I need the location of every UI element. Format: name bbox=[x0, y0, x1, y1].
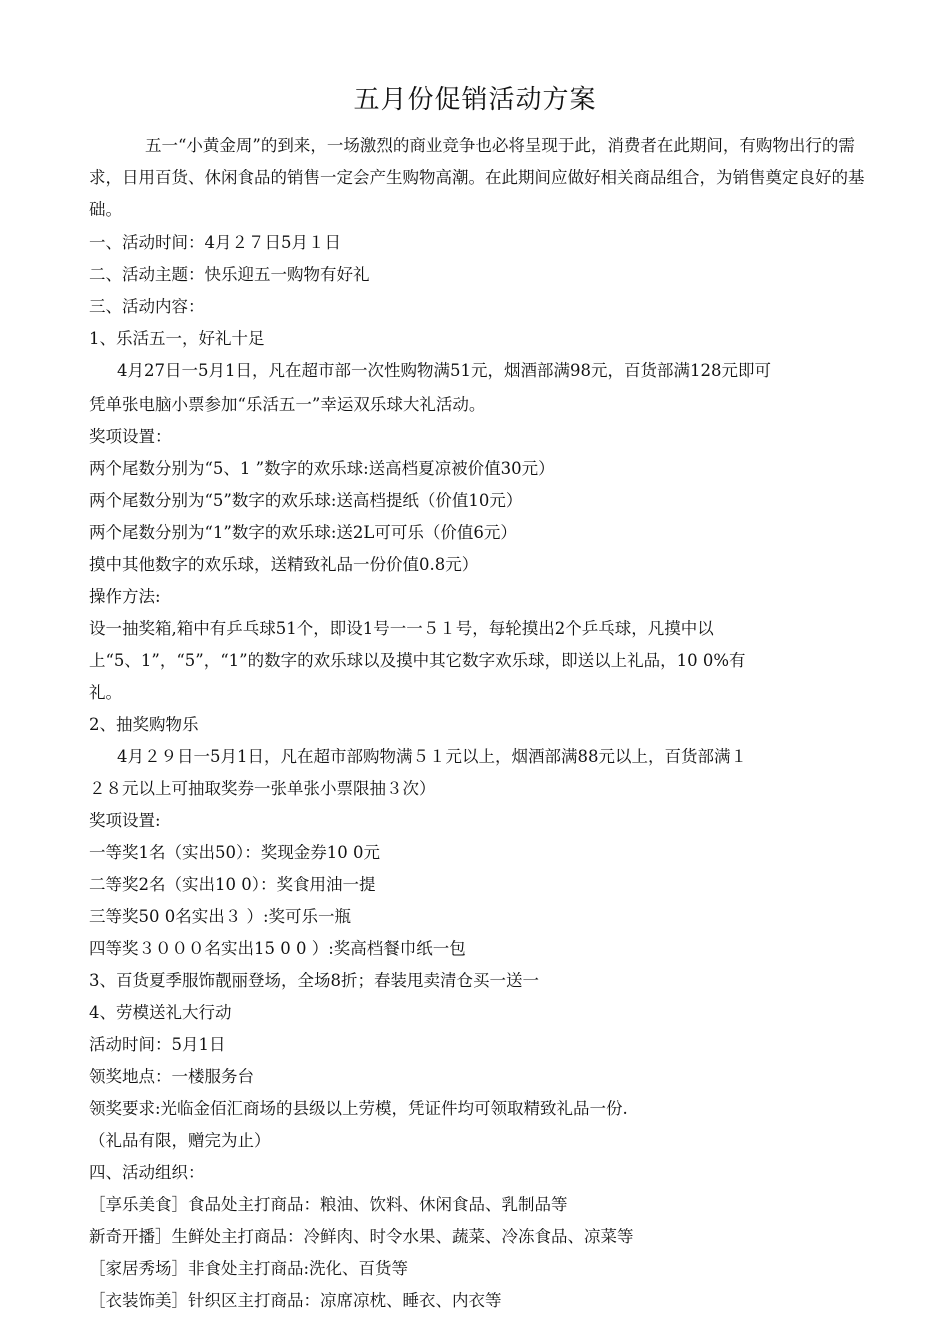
prize-line-2: 两个尾数分别为“5”数字的欢乐球:送高档提纸（价值10元） bbox=[89, 491, 523, 510]
activity-time: 一、活动时间：4月２７日5月１日 bbox=[89, 233, 341, 252]
prize-line-4: 摸中其他数字的欢乐球，送精致礼品一份价值0.8元） bbox=[89, 555, 479, 574]
intro-paragraph: 五一“小黄金周”的到来，一场激烈的商业竞争也必将呈现于此，消费者在此期间，有购物出行的需求，日用百货、休闲食品的销售一定会产生购物高潮。在此期间应做好相关商品组合，为销售奠定良好的基础。 bbox=[89, 136, 865, 219]
section-3-heading: 3、百货夏季服饰靓丽登场，全场8折；春装甩卖清仓买一送一 bbox=[89, 971, 539, 990]
first-prize: 一等奖1名（实出50）：奖现金券10 0元 bbox=[89, 843, 380, 862]
prize-line-3: 两个尾数分别为“1”数字的欢乐球:送2L可可乐（价值6元） bbox=[89, 523, 517, 542]
organization-apparel: ［衣装饰美］针织区主打商品：凉席凉枕、睡衣、内衣等 bbox=[89, 1291, 502, 1310]
activity-content-heading: 三、活动内容： bbox=[89, 297, 205, 316]
prize-setting-heading: 奖项设置： bbox=[89, 427, 172, 446]
operation-line-1: 设一抽奖箱,箱中有乒乓球51个，即设1号一一５１号，每轮摸出2个乒乓球，凡摸中以 bbox=[89, 619, 714, 638]
section-2-body-line-2: ２８元以上可抽取奖券一张单张小票限抽３次） bbox=[89, 779, 436, 798]
section-4-note: （礼品有限，赠完为止） bbox=[89, 1131, 271, 1150]
section-2-heading: 2、抽奖购物乐 bbox=[89, 715, 199, 734]
organization-home: ［家居秀场］非食处主打商品:洗化、百货等 bbox=[89, 1259, 409, 1278]
operation-line-2: 上“5、1”，“5”，“1”的数字的欢乐球以及摸中其它数字欢乐球，即送以上礼品，10 0%有 bbox=[89, 651, 746, 670]
second-prize: 二等奖2名（实出10 0）：奖食用油一提 bbox=[89, 875, 376, 894]
section-1-body-line-1: 4月27日一5月1日，凡在超市部一次性购物满51元，烟酒部满98元，百货部满128元即可 bbox=[117, 361, 771, 380]
operation-line-3: 礼。 bbox=[89, 683, 122, 702]
section-2-body-line-1: 4月２９日一5月1日，凡在超市部购物满５１元以上，烟酒部满88元以上，百货部满１ bbox=[117, 747, 747, 766]
activity-theme: 二、活动主题：快乐迎五一购物有好礼 bbox=[89, 265, 370, 284]
organization-heading: 四、活动组织： bbox=[89, 1163, 205, 1182]
prize-setting-heading-2: 奖项设置: bbox=[89, 811, 161, 830]
prize-line-1: 两个尾数分别为“5、1 ”数字的欢乐球:送高档夏凉被价值30元） bbox=[89, 459, 555, 478]
operation-heading: 操作方法: bbox=[89, 587, 161, 606]
organization-fresh: 新奇开播］生鲜处主打商品：冷鲜肉、时令水果、蔬菜、冷冻食品、凉菜等 bbox=[89, 1227, 634, 1246]
fourth-prize: 四等奖３０００名实出15 0 0 ）:奖高档餐巾纸一包 bbox=[89, 939, 466, 958]
third-prize: 三等奖50 0名实出３ ）:奖可乐一瓶 bbox=[89, 907, 352, 926]
document-title: 五月份促销活动方案 bbox=[353, 85, 597, 115]
section-1-heading: 1、乐活五一，好礼十足 bbox=[89, 329, 265, 348]
section-4-heading: 4、劳模送礼大行动 bbox=[89, 1003, 232, 1022]
section-4-location: 领奖地点：一楼服务台 bbox=[89, 1067, 254, 1086]
section-1-body-line-2: 凭单张电脑小票参加“乐活五一”幸运双乐球大礼活动。 bbox=[89, 395, 486, 414]
section-4-time: 活动时间：5月1日 bbox=[89, 1035, 226, 1054]
section-4-requirement: 领奖要求:光临金佰汇商场的县级以上劳模，凭证件均可领取精致礼品一份. bbox=[89, 1099, 628, 1118]
organization-food: ［享乐美食］食品处主打商品：粮油、饮料、休闲食品、乳制品等 bbox=[89, 1195, 568, 1214]
